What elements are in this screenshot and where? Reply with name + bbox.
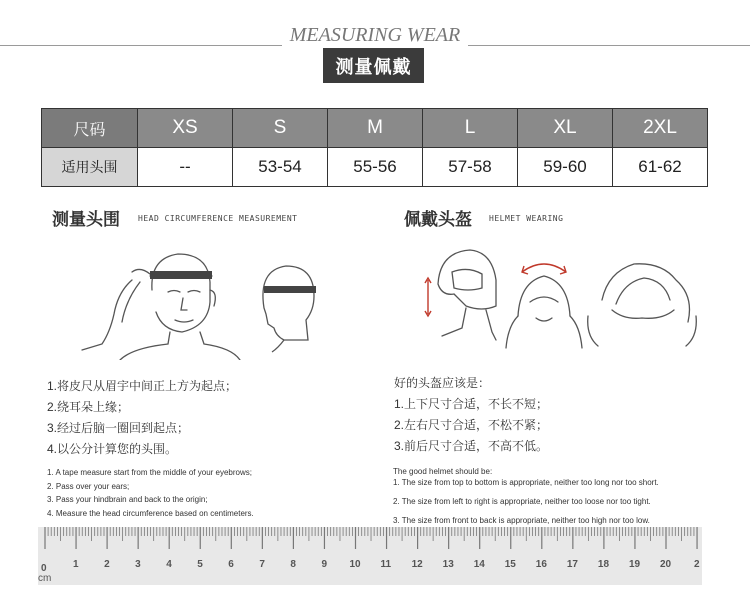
measure-step-cn: 3.经过后脑一圈回到起点； <box>47 421 190 435</box>
ruler-label: 2 <box>694 559 700 570</box>
wearing-step-cn: 1.上下尺寸合适，不长不短； <box>394 397 549 411</box>
wearing-step-en: 2. The size from left to right is appropriate, neither too loose nor too tight. <box>393 497 651 506</box>
size-cell: XS <box>138 109 233 148</box>
measure-section-subtitle: HEAD CIRCUMFERENCE MEASUREMENT <box>138 214 298 223</box>
ruler-label: 16 <box>535 559 547 570</box>
measure-steps-en <box>47 466 254 520</box>
wearing-step-cn: 3.前后尺寸合适，不高不低。 <box>394 439 549 453</box>
size-cell: M <box>328 109 423 148</box>
ruler-label: 17 <box>566 559 578 570</box>
header-title-en: MEASURING WEAR <box>0 24 750 47</box>
ruler-label: 5 <box>197 559 203 570</box>
helmet-wearing-illustration <box>412 236 702 356</box>
ruler-label: 3 <box>135 559 141 570</box>
head-circumference-cell: 55-56 <box>328 148 423 187</box>
ruler-label: 9 <box>321 559 327 570</box>
measure-step-en: 4. Measure the head circumference based on centimeters. <box>47 508 254 518</box>
head-circumference-cell: 53-54 <box>233 148 328 187</box>
ruler-label: 12 <box>411 559 423 570</box>
ruler-label: 7 <box>259 559 265 570</box>
head-measurement-illustration <box>62 240 332 360</box>
ruler-label: 6 <box>228 559 234 570</box>
ruler-label: 18 <box>597 559 610 570</box>
ruler-label: 0 <box>41 563 47 574</box>
measure-steps-cn <box>47 376 237 460</box>
wearing-step-en: 3. The size from front to back is appropriate, neither too high nor too low. <box>393 516 650 525</box>
wearing-intro-cn: 好的头盔应该是： <box>394 376 491 390</box>
measure-step-cn: 2.绕耳朵上缘； <box>47 400 130 414</box>
measure-step-cn: 4.以公分计算您的头围。 <box>47 442 178 456</box>
size-cell: 尺码 <box>42 109 138 148</box>
ruler-label: 20 <box>660 559 672 570</box>
size-cell: XL <box>518 109 613 148</box>
ruler-ticks <box>38 527 702 585</box>
size-cell: L <box>423 109 518 148</box>
size-table-header-row <box>42 109 708 148</box>
measure-step-en: 2. Pass over your ears; <box>47 481 130 491</box>
measure-step-en: 3. Pass your hindbrain and back to the origin; <box>47 495 208 504</box>
ruler-label: 19 <box>628 559 641 570</box>
head-circumference-cell: 适用头围 <box>42 148 138 187</box>
wearing-step-cn: 2.左右尺寸合适，不松不紧； <box>394 418 549 432</box>
wearing-intro-en: The good helmet should be: <box>393 467 493 476</box>
ruler-unit: cm <box>38 573 52 584</box>
ruler-label: 13 <box>442 559 454 570</box>
measure-step-cn: 1.将皮尺从眉宇中间正上方为起点； <box>47 379 238 393</box>
ruler-label: 15 <box>504 559 516 570</box>
wearing-section-title: 佩戴头盔 <box>404 210 472 229</box>
ruler-label: 4 <box>166 559 172 570</box>
header-title-cn: 测量佩戴 <box>323 48 424 83</box>
head-circumference-cell: -- <box>138 148 233 187</box>
ruler-label: 11 <box>380 559 392 570</box>
wearing-steps-cn <box>394 373 548 457</box>
head-circumference-cell: 61-62 <box>613 148 708 187</box>
size-cell: 2XL <box>613 109 708 148</box>
size-table-data-row <box>42 148 708 187</box>
ruler-label: 10 <box>349 559 361 570</box>
ruler-label: 8 <box>290 559 296 570</box>
ruler-label: 14 <box>473 559 485 570</box>
ruler-label: 1 <box>73 559 79 570</box>
measure-step-en: 1. A tape measure start from the middle of your eyebrows; <box>47 468 252 477</box>
size-table <box>41 108 708 187</box>
head-circumference-cell: 59-60 <box>518 148 613 187</box>
wearing-section-subtitle: HELMET WEARING <box>489 214 564 223</box>
measure-section-title: 测量头围 <box>52 210 120 229</box>
ruler-label: 2 <box>104 559 110 570</box>
wearing-step-en: 1. The size from top to bottom is appropriate, neither too long nor too short. <box>393 478 659 487</box>
measuring-ruler <box>38 527 702 585</box>
size-cell: S <box>233 109 328 148</box>
head-circumference-cell: 57-58 <box>423 148 518 187</box>
